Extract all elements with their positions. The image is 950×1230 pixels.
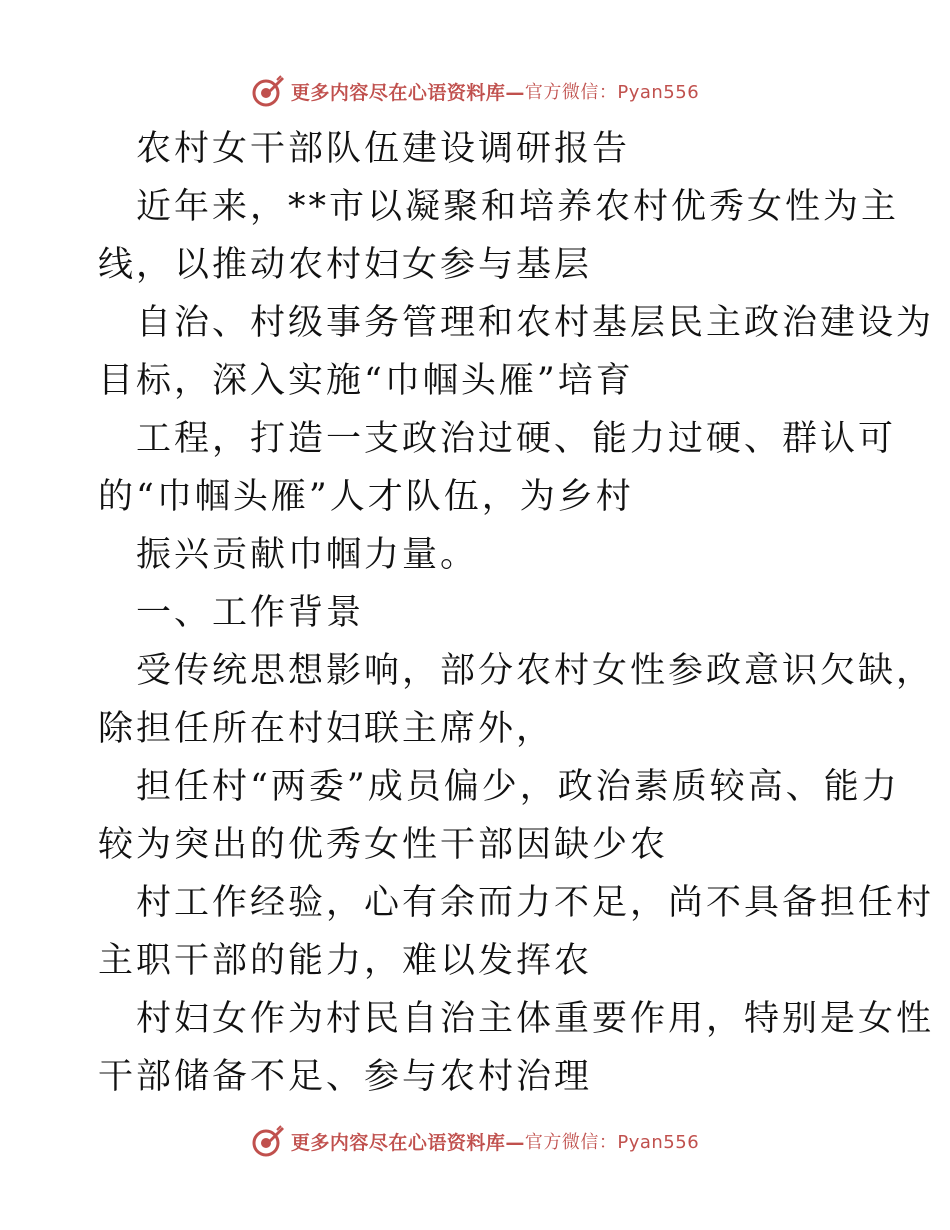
footer-banner (0, 1121, 950, 1161)
paragraph-line: 较为突出的优秀女性干部因缺少农 (98, 825, 669, 865)
paragraph-line: 除担任所在村妇联主席外， (98, 709, 555, 749)
banner-slogan: 更多内容尽在心语资料库— (290, 1131, 525, 1154)
document-body (98, 120, 935, 1106)
quill-logo-icon (251, 74, 285, 108)
paragraph-line: 担任村“两委”成员偏少，政治素质较高、能力 (136, 767, 900, 807)
paragraph-line: 的“巾帼头雁”人才队伍，为乡村 (98, 477, 634, 517)
paragraph-line: 近年来，**市以凝聚和培养农村优秀女性为主 (136, 187, 900, 227)
paragraph-line: 村妇女作为村民自治主体重要作用，特别是女性 (136, 999, 935, 1039)
header-banner (0, 71, 950, 111)
paragraph-line: 受传统思想影响，部分农村女性参政意识欠缺， (136, 651, 935, 691)
paragraph-line: 干部储备不足、参与农村治理 (98, 1057, 593, 1097)
quill-logo-icon (251, 1124, 285, 1158)
paragraph-line: 线，以推动农村妇女参与基层 (98, 245, 593, 285)
paragraph-line: 振兴贡献巾帼力量。 (136, 535, 479, 575)
paragraph-line: 自治、村级事务管理和农村基层民主政治建设为 (136, 303, 935, 343)
document-title: 农村女干部队伍建设调研报告 (136, 129, 631, 169)
banner-slogan: 更多内容尽在心语资料库— (290, 81, 525, 104)
banner-contact: 官方微信：Pyan556 (524, 1132, 700, 1153)
paragraph-line: 目标，深入实施“巾帼头雁”培育 (98, 361, 634, 401)
paragraph-line: 主职干部的能力，难以发挥农 (98, 941, 593, 981)
paragraph-line: 工程，打造一支政治过硬、能力过硬、群认可 (136, 419, 897, 459)
section-heading: 一、工作背景 (136, 593, 365, 633)
banner-contact: 官方微信：Pyan556 (524, 82, 700, 103)
paragraph-line: 村工作经验，心有余而力不足，尚不具备担任村 (136, 883, 935, 923)
